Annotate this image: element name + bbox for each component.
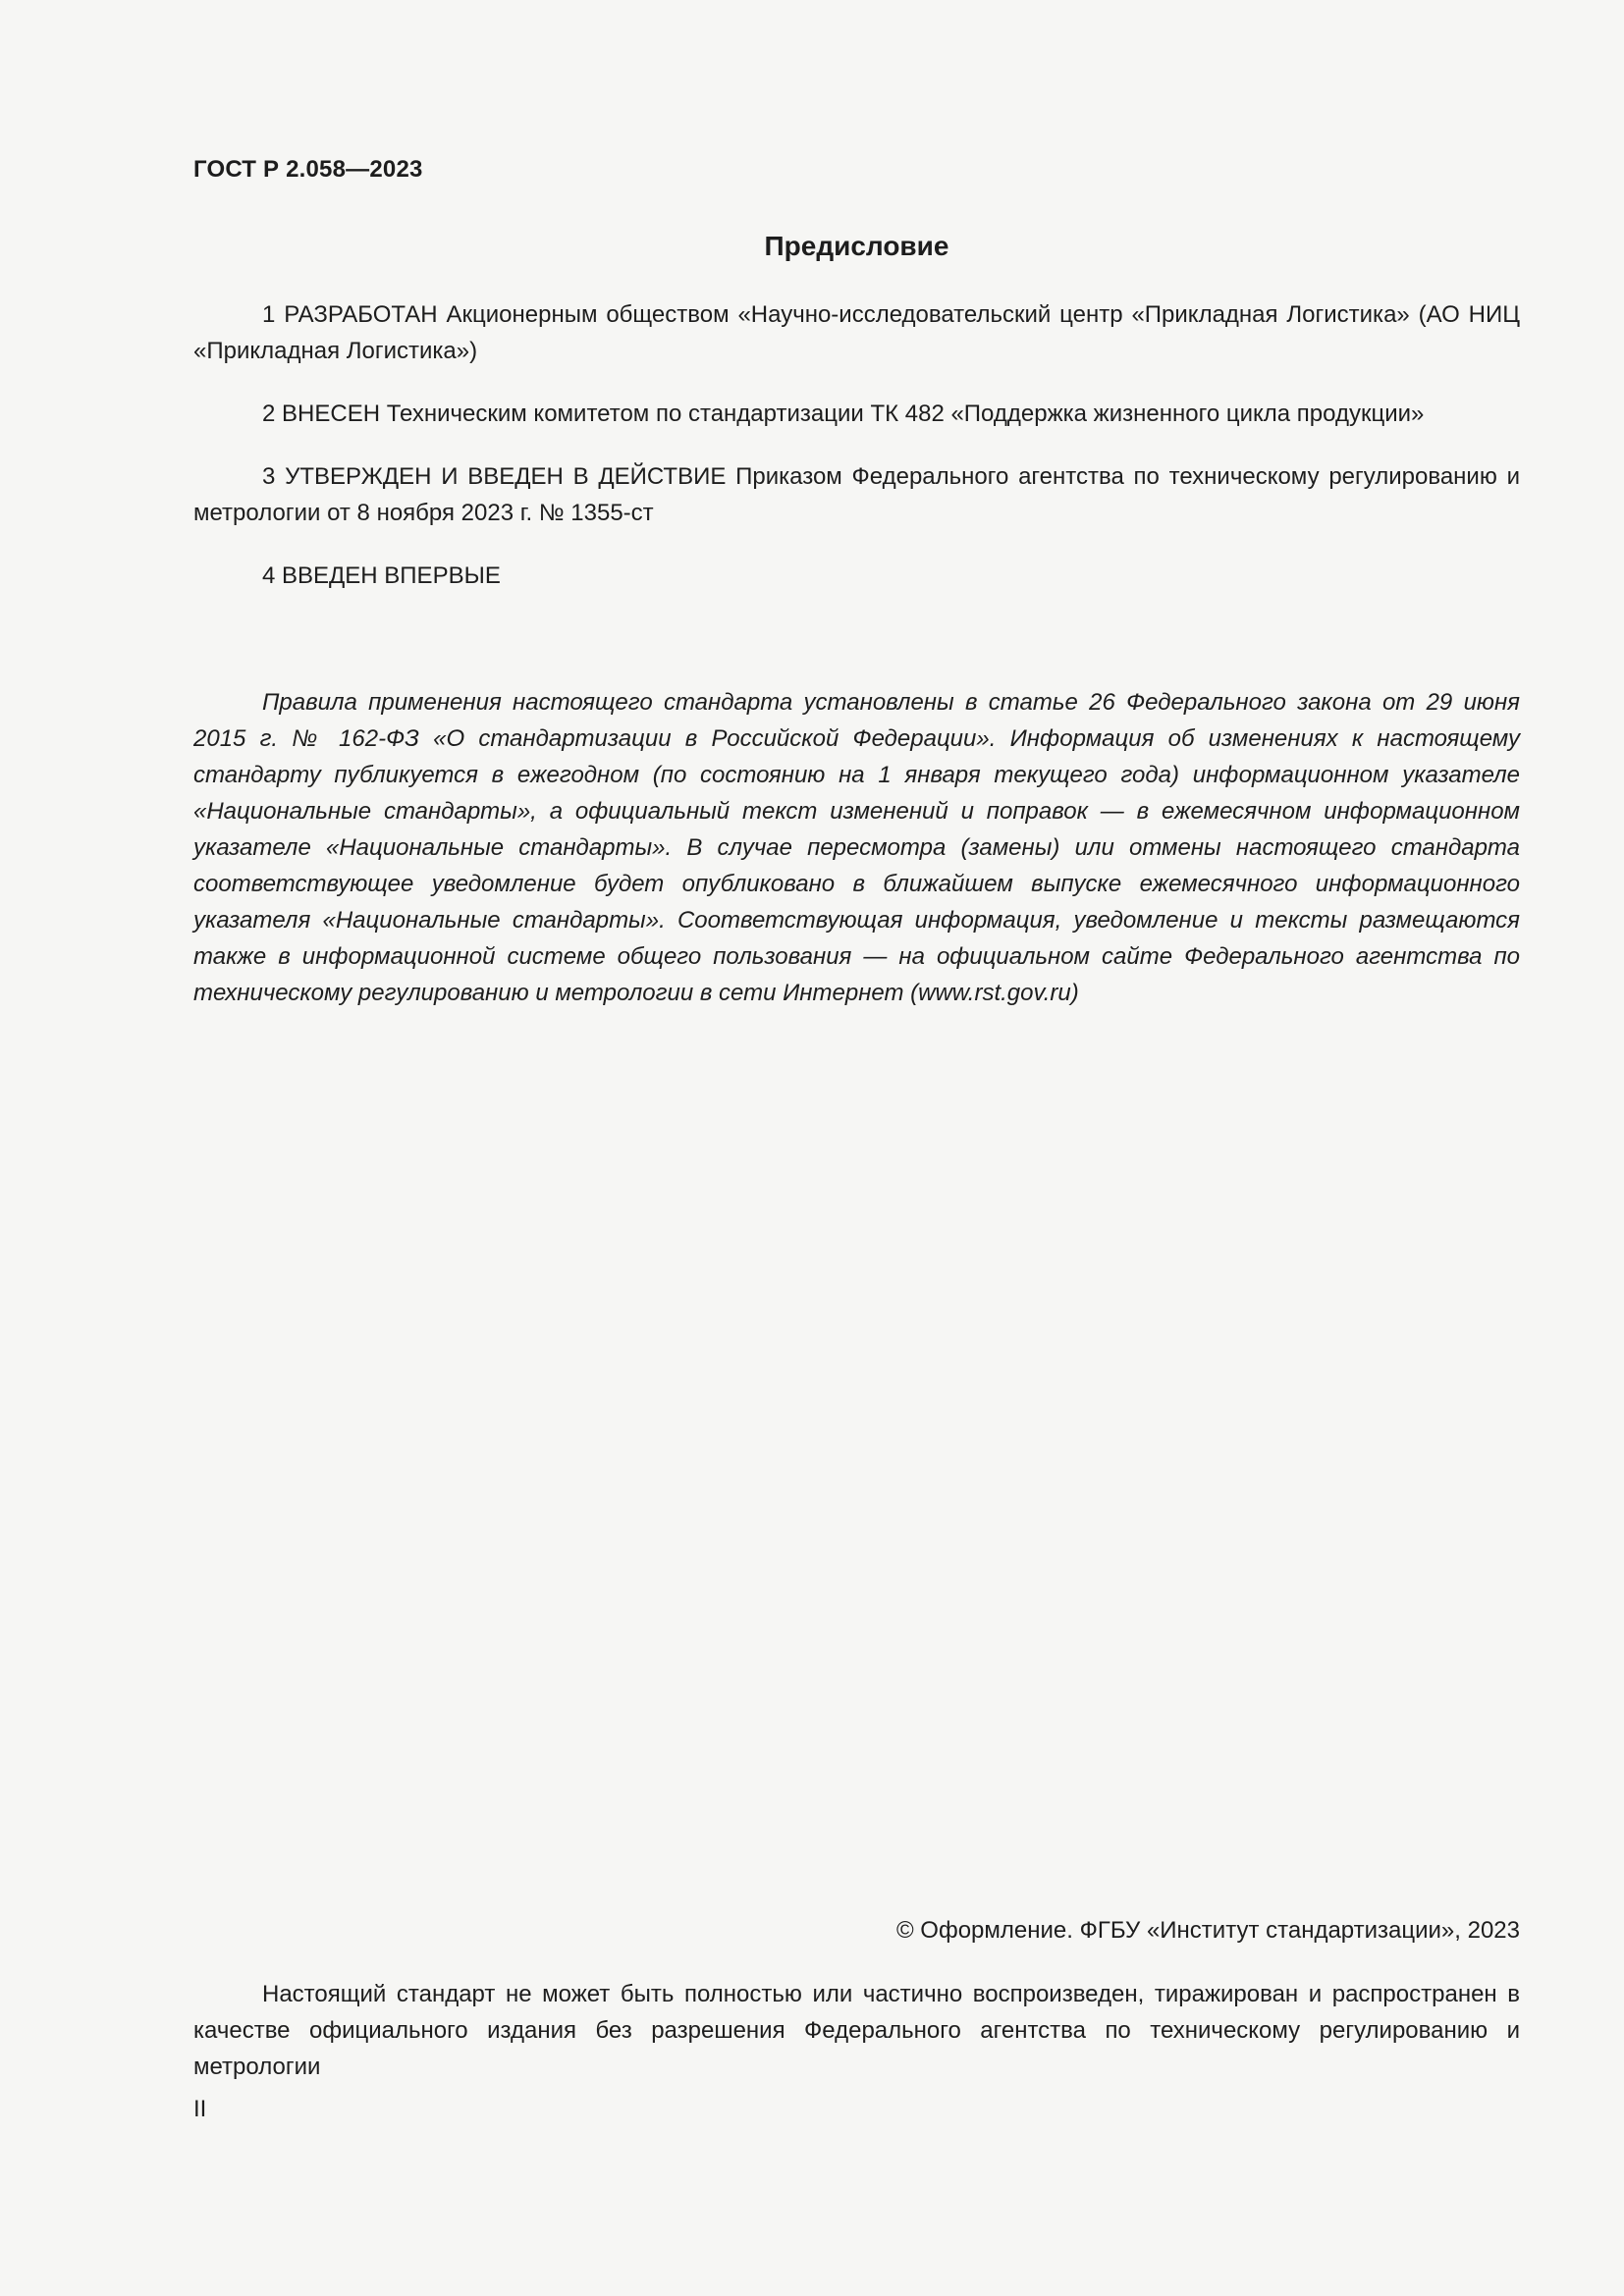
legal-notice-text: Правила применения настоящего стандарта установлены в статье 26 Федерального закона от 29 июня 2015 г. № 162-ФЗ «О стандартизации в Российской Федерации». Информация об изменениях к настоящему стандарту публикуется в ежегодном (по состоянию на 1 января текущего года) информационном указателе «Национальные стандарты», а официальный текст изменений и поправок — в ежемесячном информационном указателе «Национальные стандарты». В случае пересмотра (замены) или отмены настоящего стандарта соответствующее уведомление будет опубликовано в ближайшем выпуске ежемесячного информационного указателя «Национальные стандарты». Соответствующая информация, уведомление и тексты размещаются также в информационной системе общего пользования — на официальном сайте Федерального агентства по техническому регулированию и метрологии в сети Интернет (www.rst.gov.ru) xyxy=(193,689,1520,1006)
page-title: Предисловие xyxy=(764,231,949,261)
foreword-section xyxy=(193,296,1520,594)
copyright-line: © Оформление. ФГБУ «Институт стандартизации», 2023 xyxy=(895,1917,1520,1944)
page-number: II xyxy=(193,2096,207,2122)
doc-code: ГОСТ Р 2.058—2023 xyxy=(193,156,423,183)
legal-notice-section xyxy=(193,684,1520,1011)
foreword-paragraph-1: 1 РАЗРАБОТАН Акционерным обществом «Научно-исследовательский центр «Прикладная Логистика» (АО НИЦ «Прикладная Логистика») xyxy=(193,301,1520,364)
foreword-paragraph-3: 3 УТВЕРЖДЕН И ВВЕДЕН В ДЕЙСТВИЕ Приказом Федерального агентства по техническому регулированию и метрологии от 8 ноября 2023 г. № 1355-ст xyxy=(193,463,1520,526)
restriction-text: Настоящий стандарт не может быть полностью или частично воспроизведен, тиражирован и распространен в качестве официального издания без разрешения Федерального агентства по техническому регулированию и метрологии xyxy=(193,1981,1520,2080)
foreword-paragraph-2: 2 ВНЕСЕН Техническим комитетом по стандартизации ТК 482 «Поддержка жизненного цикла продукции» xyxy=(262,400,1425,427)
foreword-paragraph-4: 4 ВВЕДЕН ВПЕРВЫЕ xyxy=(262,562,501,589)
page-footer xyxy=(193,1912,1520,2127)
